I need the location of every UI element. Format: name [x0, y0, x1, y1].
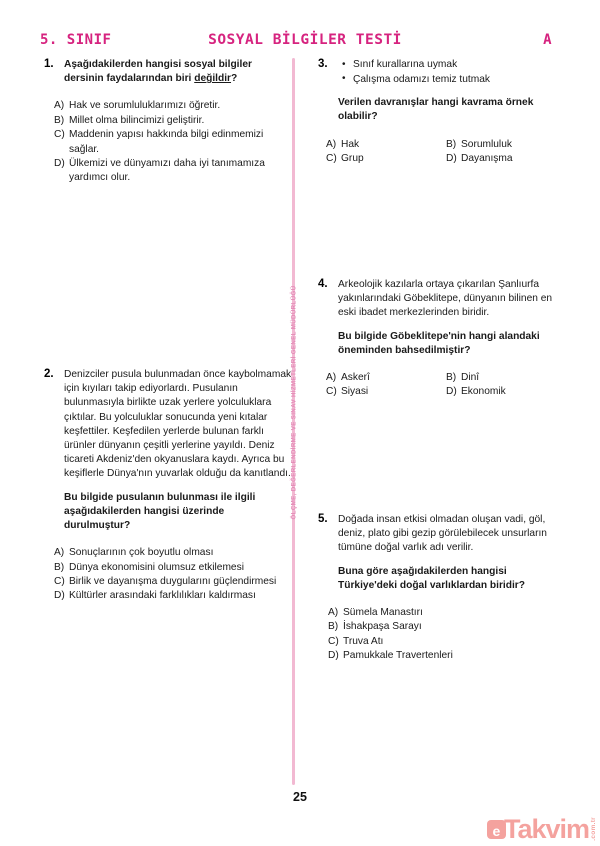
question-1-number: 1.: [44, 58, 54, 70]
question-1-body: [64, 58, 292, 86]
option-text: Dünya ekonomisini olumsuz etkilemesi: [69, 561, 244, 573]
option-letter: A): [54, 100, 65, 112]
option-text: Ülkemizi ve dünyamızı daha iyi tanımamıza yardımcı olur.: [69, 158, 265, 184]
option-letter: D): [446, 153, 457, 164]
question-1-option-c[interactable]: [54, 128, 292, 157]
question-3-prompt: Verilen davranışlar hangi kavrama örnek olabilir?: [338, 97, 534, 123]
page-number: 25: [293, 790, 307, 804]
question-2-option-d[interactable]: [54, 589, 292, 603]
question-4: [318, 278, 566, 400]
option-letter: B): [446, 138, 457, 150]
question-4-options: [318, 371, 566, 400]
question-2-head: [44, 368, 292, 533]
question-5-passage: Doğada insan etkisi olmadan oluşan vadi, göl, deniz, plato gibi gezip görülebilecek unsurların tümüne doğal varlık adı verilir.: [338, 514, 547, 554]
question-3-number: 3.: [318, 58, 328, 70]
question-2: [44, 368, 292, 604]
option-text: Kültürler arasındaki farklılıkları kaldırması: [69, 590, 256, 602]
question-4-option-c[interactable]: [326, 385, 446, 399]
question-5-body: [338, 513, 566, 593]
exam-header: [40, 30, 570, 50]
option-letter: A): [326, 138, 337, 150]
option-letter: D): [54, 158, 65, 170]
option-letter: D): [446, 386, 457, 398]
question-4-number: 4.: [318, 278, 328, 290]
question-1-options: [44, 99, 292, 185]
question-3-option-d[interactable]: [446, 152, 574, 166]
question-2-prompt: Bu bilgide pusulanın bulunması ile ilgili aşağıdakilerden hangisi üzerinde durulmuştur?: [64, 491, 256, 532]
option-text: Hak ve sorumluluklarımızı öğretir.: [69, 100, 221, 112]
question-1-stem-tail: ?: [231, 73, 238, 85]
question-4-body: [338, 278, 566, 358]
question-2-option-b[interactable]: [54, 561, 292, 575]
option-text: Birlik ve dayanışma duygularını güçlendirmesi: [69, 576, 277, 588]
column-divider: [292, 58, 295, 785]
option-text: Pamukkale Travertenleri: [343, 650, 453, 662]
option-text: Millet olma bilincimizi geliştirir.: [69, 114, 205, 126]
question-3-body: [338, 58, 566, 125]
option-letter: C): [54, 129, 65, 141]
question-1-stem: [64, 58, 292, 86]
question-4-prompt: Bu bilgide Göbeklitepe'nin hangi alandaki öneminden bahsedilmiştir?: [338, 330, 540, 356]
question-3-options: [318, 138, 566, 167]
question-3-option-b[interactable]: [446, 138, 574, 152]
question-2-number: 2.: [44, 368, 54, 380]
option-letter: B): [328, 621, 339, 633]
question-3-head: [318, 58, 566, 125]
question-5: [318, 513, 566, 664]
option-text: Ekonomik: [461, 386, 506, 398]
question-5-options: [318, 606, 566, 664]
option-text: Sorumluluk: [461, 138, 512, 150]
question-3-option-c[interactable]: [326, 152, 446, 166]
question-1-stem-underlined: değildir: [194, 73, 232, 85]
question-2-body: [64, 368, 292, 533]
question-2-passage: Denizciler pusula bulunmadan önce kaybolmamak için kıyıları takip ediyorlardı. Pusulanın bulunmasıyla birlikte uzak yerlere yolculuklara çıktılar. Bu yolculuklar sonucunda yeni kıtalar keşfettiler. Keşfedilen yerlerde bulunan farklı ürünler dünyanın çeşitli yerlerine yayıldı. Deniz ticareti Akdeniz'den okyanuslara kaydı. Ayrıca bu keşiflerle Dünya'nın yuvarlak olduğu da kanıtlandı.: [64, 369, 292, 480]
option-text: Sümela Manastırı: [343, 607, 423, 619]
question-3-option-a[interactable]: [326, 138, 446, 152]
question-3: [318, 58, 566, 166]
option-letter: C): [326, 153, 337, 164]
option-text: Siyasi: [341, 386, 369, 398]
option-text: Dayanışma: [461, 153, 513, 164]
option-text: İshakpaşa Sarayı: [343, 621, 422, 633]
question-5-option-d[interactable]: [328, 649, 566, 663]
option-letter: A): [328, 607, 339, 619]
question-5-option-a[interactable]: [328, 606, 566, 620]
option-letter: B): [446, 372, 457, 384]
question-1-stem-lead: Aşağıdakilerden hangisi sosyal bilgiler dersinin faydalarından biri: [64, 59, 252, 85]
option-letter: A): [326, 372, 337, 384]
question-1-option-b[interactable]: [54, 114, 292, 128]
option-text: Dinî: [461, 372, 480, 384]
question-4-option-a[interactable]: [326, 371, 446, 385]
question-4-passage: Arkeolojik kazılarla ortaya çıkarılan Şanlıurfa yakınlarındaki Göbeklitepe, dünyanın bilinen en eski ibadet merkezlerinden biridir.: [338, 279, 553, 319]
option-text: Truva Atı: [343, 635, 384, 647]
ministry-vertical-label-text: ÖLÇME, DEĞERLENDİRME VE SINAV HİZMETLERİ GENEL MÜDÜRLÜĞÜ: [290, 285, 298, 519]
question-4-option-b[interactable]: [446, 371, 574, 385]
question-1-option-a[interactable]: [54, 99, 292, 113]
question-5-option-b[interactable]: [328, 620, 566, 634]
question-5-option-c[interactable]: [328, 635, 566, 649]
question-4-option-d[interactable]: [446, 385, 574, 399]
question-4-head: [318, 278, 566, 358]
grade-label: 5. SINIF: [40, 32, 112, 48]
question-1-option-d[interactable]: [54, 157, 292, 186]
list-item: • Sınıf kurallarına uymak: [342, 58, 566, 73]
question-5-prompt: Buna göre aşağıdakilerden hangisi Türkiye'deki doğal varlıklardan biridir?: [338, 565, 525, 591]
option-letter: B): [54, 561, 65, 573]
option-text: Hak: [341, 138, 360, 150]
question-2-option-c[interactable]: [54, 575, 292, 589]
question-5-number: 5.: [318, 513, 328, 525]
option-letter: D): [328, 650, 339, 662]
takvim-wordmark: Takvim: [503, 814, 589, 844]
option-letter: D): [54, 590, 65, 602]
option-letter: C): [54, 576, 65, 588]
question-3-bullet-list: [342, 58, 566, 87]
booklet-letter: A: [543, 32, 552, 48]
question-1: [44, 58, 292, 186]
question-1-head: [44, 58, 292, 86]
takvim-watermark: [487, 814, 598, 844]
option-text: Askerî: [341, 372, 370, 384]
question-5-head: [318, 513, 566, 593]
question-2-options: [44, 546, 292, 604]
list-item: • Çalışma odamızı temiz tutmak: [342, 73, 566, 88]
option-letter: A): [54, 547, 65, 559]
takvim-badge-icon: e: [487, 820, 506, 839]
option-letter: B): [54, 114, 65, 126]
option-text: Grup: [341, 153, 364, 164]
option-text: Maddenin yapısı hakkında bilgi edinmemizi sağlar.: [69, 129, 264, 155]
option-letter: C): [326, 386, 337, 398]
takvim-tld: .com.tr: [590, 817, 597, 841]
option-text: Sonuçlarının çok boyutlu olması: [69, 547, 214, 559]
test-title: SOSYAL BİLGİLER TESTİ: [208, 32, 402, 48]
option-letter: C): [328, 635, 339, 647]
question-2-option-a[interactable]: [54, 546, 292, 560]
